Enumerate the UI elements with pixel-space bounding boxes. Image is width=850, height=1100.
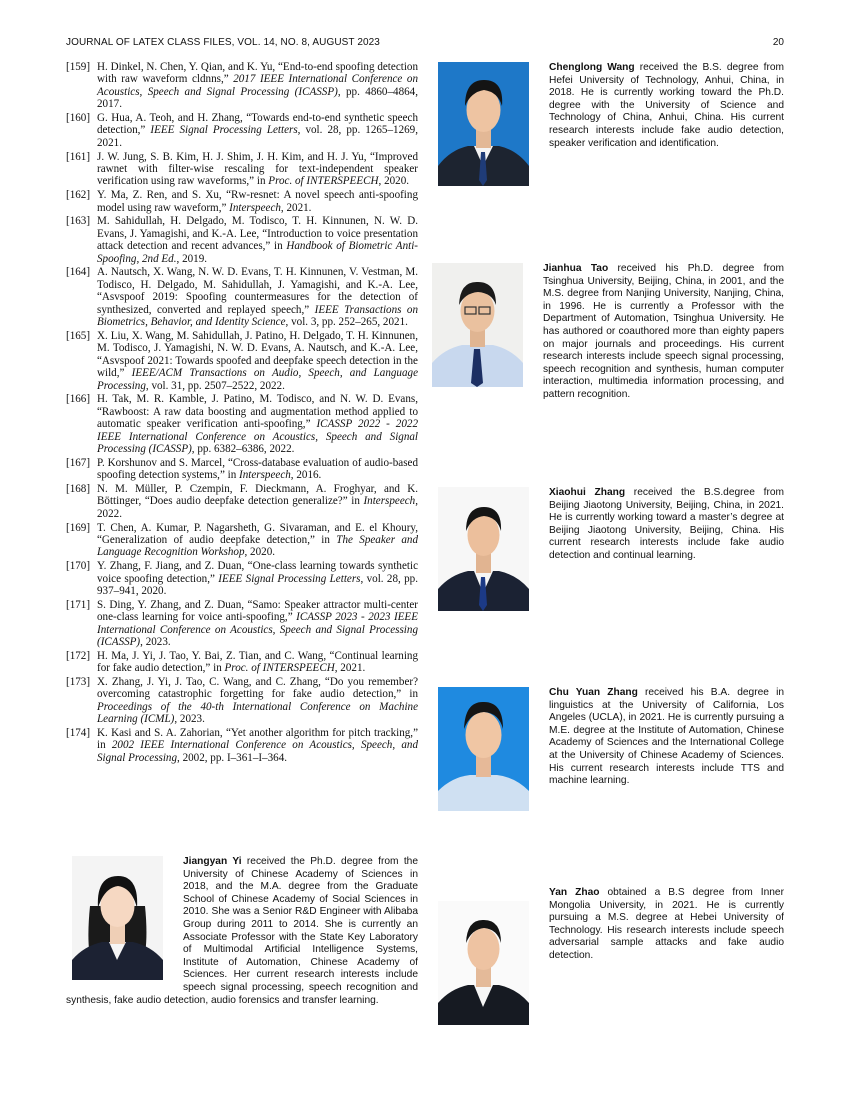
- reference-venue: 2017 IEEE International Conference on Acoustics, Speech and Signal Processing (ICASSP): [97, 73, 418, 98]
- reference-venue: Proc. of INTERSPEECH: [224, 662, 335, 675]
- reference-tail: , pp. 6382–6386, 2022.: [191, 442, 295, 455]
- author-name: Chenglong Wang: [549, 62, 635, 73]
- reference-item: [66, 727, 418, 764]
- reference-text: P. Korshunov and S. Marcel, “Cross-database evaluation of audio-based spoofing detection systems,” in: [97, 456, 418, 482]
- reference-number: [166]: [66, 393, 91, 406]
- reference-tail: , 2022.: [97, 495, 418, 520]
- reference-number: [160]: [66, 112, 91, 125]
- reference-tail: , 2020.: [244, 546, 276, 559]
- reference-tail: , 2019.: [176, 252, 208, 265]
- bio-text: received the B.S. degree from Hefei University of Technology, Anhui, China, in 2018. He is currently working toward the Ph.D. degree with the University of Science and Technology of China, Anhui, China. His current research interests include fake audio detection, speaker verification and identification.: [549, 62, 785, 149]
- references-list: [66, 61, 418, 766]
- reference-venue: Interspeech: [363, 495, 416, 508]
- reference-item: [66, 330, 418, 392]
- reference-text: H. Ma, J. Yi, J. Tao, Y. Bai, Z. Tian, and C. Wang, “Continual learning for fake audio detection,” in: [97, 649, 418, 675]
- reference-item: [66, 112, 418, 149]
- author-name: Xiaohui Zhang: [549, 487, 626, 498]
- reference-text: G. Hua, A. Teoh, and H. Zhang, “Towards end-to-end synthetic speech detection,”: [97, 112, 418, 137]
- reference-number: [162]: [66, 189, 91, 202]
- bio-text: obtained a B.S degree from Inner Mongolia University, in 2021. He is currently pursuing a M.S. degree at Hebei University of Technology. His research interests include speech adversarial sample attacks and fake audio detection.: [549, 887, 784, 961]
- reference-text: J. W. Jung, S. B. Kim, H. J. Shim, J. H. Kim, and H. J. Yu, “Improved rawnet with filter-wise rescaling for text-independent speaker verification using raw waveforms,” in: [97, 150, 418, 188]
- reference-number: [170]: [66, 560, 91, 573]
- reference-item: [66, 189, 418, 214]
- reference-venue: Handbook of Biometric Anti-Spoofing, 2nd Ed.: [97, 240, 418, 265]
- reference-venue: Interspeech: [229, 201, 281, 214]
- portrait-photo: [438, 62, 529, 186]
- reference-tail: , 2023.: [174, 713, 205, 726]
- journal-title: JOURNAL OF LATEX CLASS FILES, VOL. 14, NO. 8, AUGUST 2023: [66, 37, 380, 48]
- reference-text: K. Kasi and S. A. Zahorian, “Yet another algorithm for pitch tracking,” in: [97, 726, 418, 752]
- reference-number: [164]: [66, 266, 91, 279]
- bio-xiaohui-zhang: [438, 487, 784, 613]
- page-header: [66, 37, 784, 51]
- bio-yan-zhao: [438, 887, 784, 1027]
- reference-venue: ICASSP 2022 - 2022 IEEE International Conference on Acoustics, Speech and Signal Processing (ICASSP): [97, 418, 418, 455]
- page-number: 20: [772, 37, 784, 48]
- reference-item: [66, 393, 418, 455]
- reference-tail: , 2002, pp. I–361–I–364.: [177, 751, 288, 764]
- reference-text: X. Zhang, J. Yi, J. Tao, C. Wang, and C. Zhang, “Do you remember? overcoming catastrophic forgetting for fake audio detection,” in: [97, 675, 418, 701]
- reference-text: X. Liu, X. Wang, M. Sahidullah, J. Patino, H. Delgado, T. H. Kinnunen, M. Todisco, J. Yamagishi, N. W. D. Evans, A. Nautsch, and K.-A. Lee, “Asvspoof 2021: Towards spoofed and deepfake speech detection in the wild,”: [97, 329, 418, 380]
- bio-text: received his B.A. degree in linguistics at the University of California, Los Angeles (UCLA), in 2021. He is currently pursuing a M.E. degree at the Institute of Automation, Chinese Academy of Sciences and the International College at the University of Chinese Academy of Sciences. His current research interests include TTS and machine learning.: [549, 687, 784, 787]
- portrait-photo: [72, 856, 163, 980]
- bio-chu-yuan-zhang: [438, 687, 784, 813]
- bio-text: received the Ph.D. degree from the University of Chinese Academy of Sciences in 2018, and the M.A. degree from the Graduate School of Chinese Academy of Social Sciences in 2010. She was a Senior R&D Engineer with Alibaba Group during 2011 to 2014. She is currently an Associate Professor with the State Key Laboratory of Multimodal Artificial Intelligence Systems, Institute of Automation, Chinese Academy of Sciences. Her current research interests include speech signal processing, speech recognition and synthesis, fake audio detection, audio forensics and transfer learning.: [66, 856, 418, 1006]
- reference-text: S. Ding, Y. Zhang, and Z. Duan, “Samo: Speaker attractor multi-center one-class learning for voice anti-spoofing,”: [97, 598, 418, 624]
- reference-number: [161]: [66, 150, 91, 163]
- reference-text: Y. Zhang, F. Jiang, and Z. Duan, “One-class learning towards synthetic voice spoofing detection,”: [97, 560, 418, 585]
- reference-number: [165]: [66, 329, 91, 342]
- reference-venue: IEEE Signal Processing Letters: [218, 572, 361, 585]
- bio-text: received his Ph.D. degree from Tsinghua University, Beijing, China, in 2001, and the M.S. degree from Nanjing University, Nanjing, China, in 1996. He is currently a Professor with the Department of Automation, Tsinghua University. He has authored or coauthored more than eighty papers on major journals and proceedings. His current research interests include speech signal processing, speech recognition and synthesis, human computer interaction, multimedia information processing, and pattern recognition.: [543, 263, 784, 400]
- portrait-photo: [438, 687, 529, 811]
- reference-tail: , vol. 28, pp. 937–941, 2020.: [97, 572, 419, 597]
- reference-venue: 2002 IEEE International Conference on Acoustics, Speech, and Signal Processing: [97, 739, 419, 764]
- reference-item: [66, 483, 418, 520]
- reference-venue: Interspeech: [239, 469, 291, 482]
- reference-item: [66, 215, 418, 265]
- reference-tail: , vol. 28, pp. 1265–1269, 2021.: [97, 124, 418, 149]
- author-photo: [438, 62, 529, 186]
- reference-text: M. Sahidullah, H. Delgado, M. Todisco, T. H. Kinnunen, N. W. D. Evans, J. Yamagishi, and K.-A. Lee, “Introduction to voice presentation attack detection and recent advances,” in: [97, 215, 418, 253]
- reference-venue: The Speaker and Language Recognition Workshop: [97, 533, 419, 559]
- reference-item: [66, 151, 418, 188]
- author-photo: [432, 263, 523, 387]
- reference-number: [172]: [66, 649, 91, 662]
- reference-item: [66, 560, 418, 597]
- reference-venue: ICASSP 2023 - 2023 IEEE International Conference on Acoustics, Speech and Signal Processing (ICASSP): [97, 611, 418, 648]
- reference-venue: IEEE Transactions on Biometrics, Behavior, and Identity Science: [97, 303, 418, 329]
- reference-number: [167]: [66, 456, 91, 469]
- reference-tail: , vol. 31, pp. 2507–2522, 2022.: [145, 379, 285, 392]
- reference-tail: , 2020.: [378, 175, 410, 188]
- reference-text: T. Chen, A. Kumar, P. Nagarsheth, G. Sivaraman, and E. el Khoury, “Generalization of audio deepfake detection,” in: [97, 521, 418, 546]
- portrait-photo: [438, 487, 529, 611]
- reference-item: [66, 266, 418, 328]
- reference-venue: Proceedings of the 40-th International Conference on Machine Learning (ICML): [97, 700, 418, 726]
- reference-text: Y. Ma, Z. Ren, and S. Xu, “Rw-resnet: A novel speech anti-spoofing model using raw waveform,”: [97, 189, 418, 214]
- reference-item: [66, 61, 418, 111]
- bio-chenglong-wang: [438, 62, 784, 188]
- author-photo: [438, 687, 529, 811]
- reference-tail: , 2023.: [140, 635, 171, 648]
- reference-item: [66, 457, 418, 482]
- author-name: Chu Yuan Zhang: [549, 687, 638, 698]
- reference-item: [66, 522, 418, 559]
- bio-jiangyan-yi: [66, 856, 418, 1007]
- reference-item: [66, 599, 418, 649]
- author-name: Yan Zhao: [549, 887, 600, 898]
- reference-item: [66, 650, 418, 675]
- reference-item: [66, 676, 418, 726]
- reference-tail: , vol. 3, pp. 252–265, 2021.: [285, 316, 408, 329]
- reference-venue: IEEE Signal Processing Letters: [150, 124, 298, 137]
- author-name: Jianhua Tao: [543, 263, 609, 274]
- author-photo: [72, 856, 163, 980]
- reference-number: [171]: [66, 598, 91, 611]
- reference-number: [168]: [66, 482, 91, 495]
- reference-number: [169]: [66, 521, 91, 534]
- bio-jianhua-tao: [432, 263, 784, 402]
- author-photo: [438, 901, 529, 1025]
- bio-text: received the B.S.degree from Beijing Jiaotong University, Beijing, China, in 2021. He is currently working toward a master’s degree at Beijing Jiaotong University, Beijing, China. His current research interests include fake audio detection and continual learning.: [549, 487, 784, 561]
- reference-venue: Proc. of INTERSPEECH: [268, 175, 379, 188]
- reference-tail: , 2021.: [280, 201, 312, 214]
- reference-tail: , 2021.: [334, 662, 366, 675]
- reference-venue: IEEE/ACM Transactions on Audio, Speech, and Language Processing: [97, 367, 418, 392]
- reference-tail: , 2016.: [290, 469, 322, 482]
- reference-tail: , pp. 4860–4864, 2017.: [97, 85, 418, 111]
- reference-number: [174]: [66, 726, 91, 739]
- author-photo: [438, 487, 529, 611]
- author-name: Jiangyan Yi: [183, 856, 242, 867]
- reference-text: N. M. Müller, P. Czempin, F. Dieckmann, A. Froghyar, and K. Böttinger, “Does audio deepfake detection generalize?” in: [97, 482, 418, 508]
- portrait-photo: [432, 263, 523, 387]
- reference-text: H. Tak, M. R. Kamble, J. Patino, M. Todisco, and N. W. D. Evans, “Rawboost: A raw data boosting and augmentation method applied to automatic speaker verification anti-spoofing,”: [97, 393, 418, 431]
- reference-number: [173]: [66, 675, 91, 688]
- reference-text: H. Dinkel, N. Chen, Y. Qian, and K. Yu, “End-to-end spoofing detection with raw waveform cldnns,”: [97, 61, 418, 86]
- portrait-photo: [438, 901, 529, 1025]
- reference-number: [163]: [66, 215, 91, 228]
- reference-text: A. Nautsch, X. Wang, N. W. D. Evans, T. H. Kinnunen, V. Vestman, M. Todisco, H. Delgado, M. Sahidullah, J. Yamagishi, and K.-A. Lee, “Asvspoof 2019: Spoofing countermeasures for the detection of synthesized, converted and replayed speech,”: [97, 266, 418, 316]
- reference-number: [159]: [66, 61, 91, 73]
